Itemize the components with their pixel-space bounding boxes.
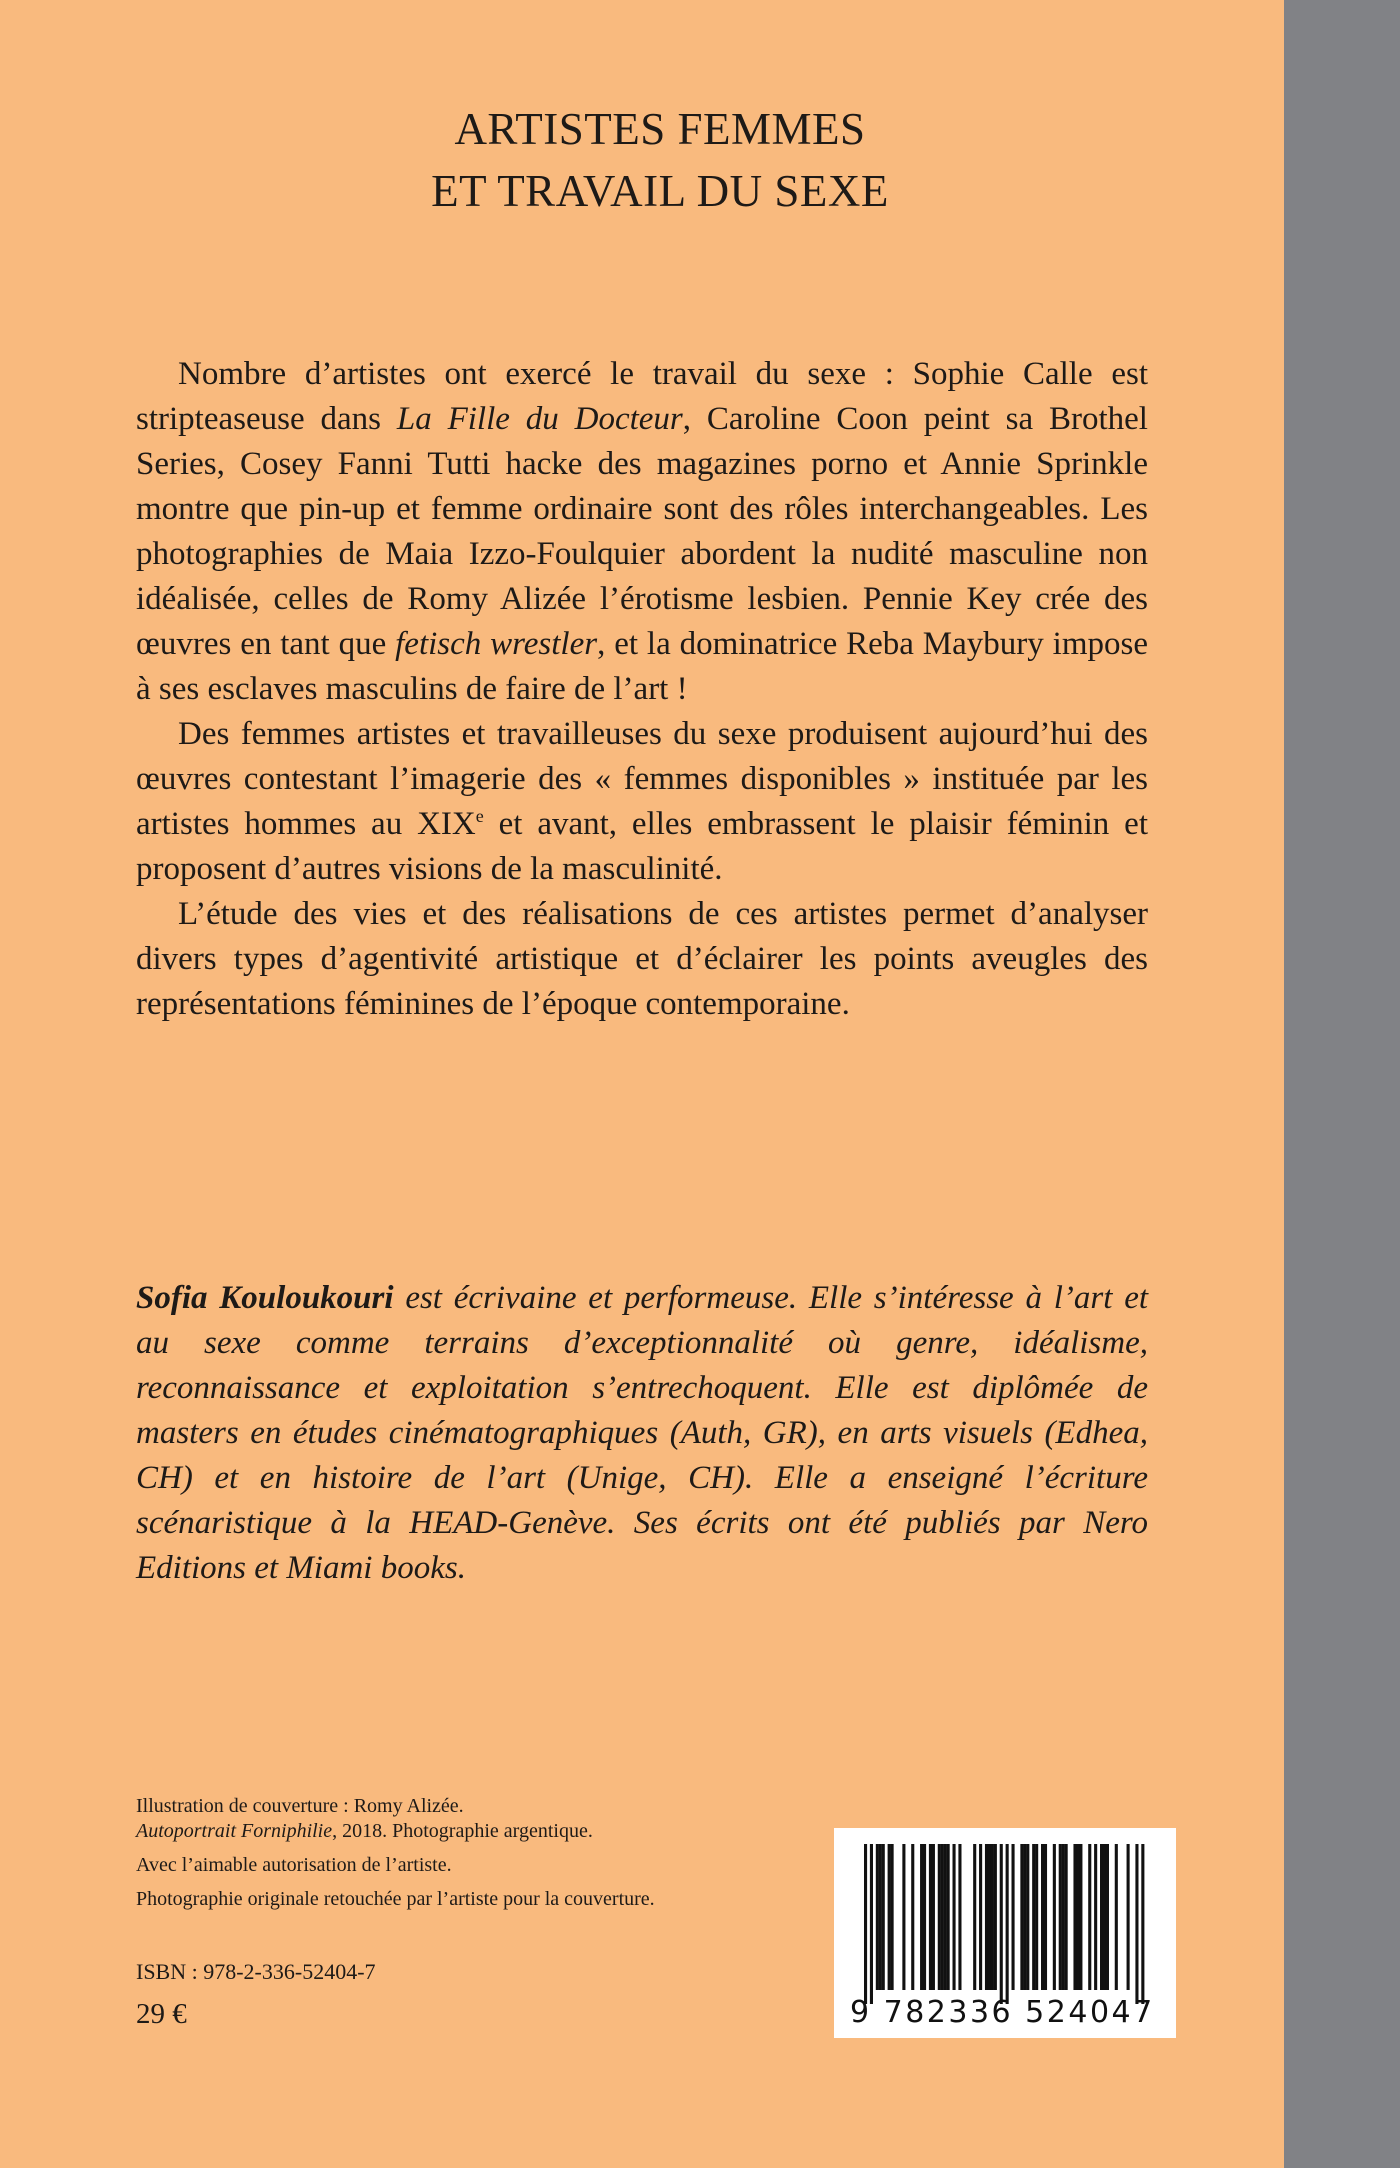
barcode-bar bbox=[929, 1844, 932, 1990]
credit-line-2 bbox=[136, 1819, 856, 1844]
spine-strip bbox=[1284, 0, 1400, 2168]
barcode-bar bbox=[953, 1844, 956, 1990]
barcode-bar bbox=[1026, 1844, 1029, 1990]
blurb-p2-text-2: et avant, elles embrassent le plaisir féminin et proposent d’autres visions de la masculinité. bbox=[136, 806, 1148, 887]
barcode-bar bbox=[1032, 1844, 1035, 1990]
barcode-bar bbox=[891, 1844, 894, 1990]
barcode-bar bbox=[1106, 1844, 1109, 1990]
author-bio-text: est écrivaine et performeuse. Elle s’intéresse à l’art et au sexe comme terrains d’exceptionnalité où genre, idéalisme, reconnaissance et exploitation s’entrechoquent. Elle est diplômée de masters en études cinématographiques (Auth, GR), en arts visuels (Edhea, CH) et en histoire de l’art (Unige, CH). Elle a enseigné l’écriture scénaristique à la HEAD-Genève. Ses écrits ont été publiés par Nero Editions et Miami books. bbox=[136, 1280, 1149, 1586]
barcode-bar bbox=[979, 1844, 982, 1990]
barcode-bar bbox=[1115, 1844, 1118, 1990]
book-title bbox=[130, 98, 1190, 222]
artwork-title: Autoportrait Forniphilie bbox=[136, 1820, 333, 1842]
barcode-bar bbox=[876, 1844, 879, 1990]
barcode-bar bbox=[1073, 1844, 1076, 1990]
barcode-bar bbox=[958, 1844, 961, 1990]
barcode-bar bbox=[1053, 1844, 1056, 1990]
barcode-bar bbox=[1059, 1844, 1062, 1990]
barcode-bar bbox=[902, 1844, 905, 1990]
blurb-p1-text-3: , et la dominatrice Reba Maybury impose à ses esclaves masculins de faire de l’art ! bbox=[136, 626, 1148, 707]
barcode-bar bbox=[888, 1844, 891, 1990]
barcode-bar bbox=[870, 1844, 873, 2004]
barcode-bar bbox=[944, 1844, 947, 1990]
barcode-bar bbox=[1044, 1844, 1047, 1990]
barcode-bar bbox=[973, 1844, 976, 1990]
barcode-bar bbox=[864, 1844, 867, 2004]
blurb bbox=[136, 352, 1148, 1027]
barcode-bar bbox=[1023, 1844, 1026, 1990]
barcode-bar bbox=[1100, 1844, 1103, 1990]
barcode-bar bbox=[1012, 1844, 1015, 1990]
blurb-p1-italic-term: fetisch wrestler bbox=[395, 626, 598, 662]
barcode-bar bbox=[988, 1844, 991, 1990]
title-line-2: ET TRAVAIL DU SEXE bbox=[431, 166, 889, 216]
author-bio bbox=[136, 1276, 1148, 1591]
isbn: ISBN : 978-2-336-52404-7 bbox=[136, 1959, 376, 1984]
title-line-1: ARTISTES FEMMES bbox=[454, 104, 866, 154]
credit-line-4: Photographie originale retouchée par l’artiste pour la couverture. bbox=[136, 1888, 655, 1910]
barcode bbox=[834, 1828, 1176, 2038]
barcode-bar bbox=[911, 1844, 914, 1990]
barcode-bar bbox=[994, 1844, 997, 1990]
blurb-p2-text-1: Des femmes artistes et travailleuses du sexe produisent aujourd’hui des œuvres contestant l’imagerie des « femmes disponibles » instituée par les artistes hommes au XIX bbox=[136, 716, 1148, 842]
barcode-bar bbox=[1135, 1844, 1138, 2004]
barcode-bar bbox=[1103, 1844, 1106, 1990]
barcode-digits: 9 782336 524047 bbox=[850, 1995, 1155, 2030]
barcode-bar bbox=[941, 1844, 944, 1990]
barcode-bar bbox=[920, 1844, 923, 1990]
barcode-bar bbox=[1127, 1844, 1130, 1990]
blurb-p1-text-2: , Caroline Coon peint sa Brothel Series, Cosey Fanni Tutti hacke des magazines porno et Annie Sprinkle montre que pin-up et femme ordinaire sont des rôles interchangeables. Les photographies de Maia Izzo-Foulquier abordent la nudité masculine non idéalisée, celles de Romy Alizée l’érotisme lesbien. Pennie Key crée des œuvres en tant que bbox=[136, 401, 1148, 662]
barcode-bar bbox=[947, 1844, 950, 1990]
barcode-bar bbox=[985, 1844, 988, 1990]
blurb-paragraph-1 bbox=[136, 352, 1148, 712]
artwork-details: , 2018. Photographie argentique. bbox=[332, 1820, 593, 1842]
barcode-bar bbox=[1041, 1844, 1044, 1990]
barcode-bar bbox=[1006, 1844, 1009, 2004]
blurb-paragraph-3: L’étude des vies et des réalisations de ces artistes permet d’analyser divers types d’agentivité artistique et d’éclairer les points aveugles des représentations féminines de l’époque contemporaine. bbox=[136, 896, 1148, 1022]
cover-credits bbox=[136, 1794, 856, 1921]
author-name: Sofia Kouloukouri bbox=[136, 1280, 394, 1316]
blurb-p2-superscript: e bbox=[475, 806, 484, 826]
barcode-bar bbox=[932, 1844, 935, 1990]
barcode-bar bbox=[879, 1844, 882, 1990]
barcode-bar bbox=[1000, 1844, 1003, 2004]
barcode-bar bbox=[1035, 1844, 1038, 1990]
barcode-bar bbox=[1062, 1844, 1065, 1990]
barcode-bar bbox=[1065, 1844, 1068, 1990]
blurb-p1-text-1: Nombre d’artistes ont exercé le travail du sexe : Sophie Calle est stripteaseuse dans bbox=[136, 356, 1148, 437]
barcode-bar bbox=[923, 1844, 926, 1990]
barcode-bar bbox=[991, 1844, 994, 1990]
barcode-bar bbox=[1079, 1844, 1082, 1990]
credit-line-1: Illustration de couverture : Romy Alizée. bbox=[136, 1795, 464, 1817]
barcode-bar bbox=[1076, 1844, 1079, 1990]
barcode-bar bbox=[1094, 1844, 1097, 1990]
barcode-bar bbox=[1141, 1844, 1144, 2004]
barcode-bar bbox=[1020, 1844, 1023, 1990]
price: 29 € bbox=[136, 1998, 187, 2030]
barcode-bar bbox=[882, 1844, 885, 1990]
barcode-bar bbox=[938, 1844, 941, 1990]
barcode-bar bbox=[1088, 1844, 1091, 1990]
blurb-paragraph-2 bbox=[136, 712, 1148, 892]
credit-line-3: Avec l’aimable autorisation de l’artiste. bbox=[136, 1854, 452, 1876]
blurb-p1-italic-title: La Fille du Docteur bbox=[396, 401, 683, 437]
